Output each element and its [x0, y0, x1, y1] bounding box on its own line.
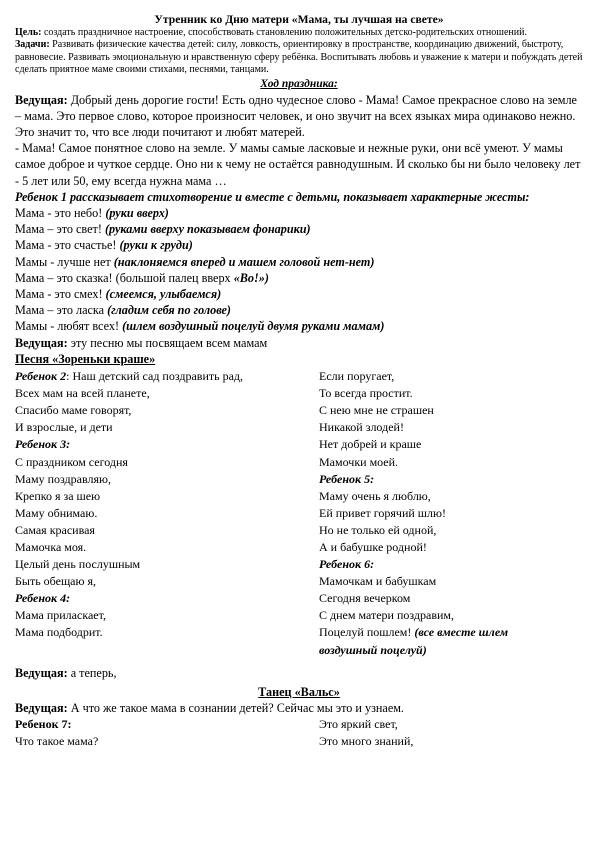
gesture-text: Мама - это счастье!: [15, 238, 120, 253]
poem-line: И взрослые, и дети: [15, 420, 113, 435]
document-title: Утренник ко Дню матери «Мама, ты лучшая на свете»: [154, 13, 444, 26]
gesture-text: Мама – это свет!: [15, 222, 105, 237]
poem-line: Никакой злодей!: [319, 420, 404, 435]
poem-line: Спасибо маме говорят,: [15, 403, 132, 418]
gesture-line: [15, 221, 583, 237]
speaker-label: Ребенок 4:: [15, 591, 71, 606]
poem-line: Сегодня вечерком: [319, 591, 411, 606]
tasks-text: Развивать физические качества детей: силу, ловкость, ориентировку в пространстве, координацию движений, быстроту, равновесие. Развивать эмоциональную и нравственную сферу ребёнка. Воспитывать любовь и уважение к матери и побуждать детей сделать приятное маме своими стихами, песнями, танцами.: [15, 39, 583, 76]
poem-line: Самая красивая: [15, 522, 95, 537]
host-question-label: Ведущая:: [15, 701, 68, 716]
gesture-line: [15, 302, 583, 318]
dance-title: Танец «Вальс»: [258, 684, 340, 699]
child7-right2: Это много знаний,: [319, 734, 414, 749]
poem-line: То всегда простит.: [319, 386, 413, 401]
gesture-line: [15, 237, 583, 253]
poem-line: Но не только ей одной,: [319, 522, 437, 537]
poem-line: Маму очень я люблю,: [319, 488, 431, 503]
speaker-label: Ребенок 5:: [319, 471, 375, 486]
document-page: [15, 12, 583, 750]
poem-line: А и бабушке родной!: [319, 540, 427, 555]
child1-intro: Ребенок 1 рассказывает стихотворение и вместе с детьми, показывает характерные жесты:: [15, 189, 530, 204]
poem-line: Если поругает,: [319, 369, 395, 384]
poems-columns: [15, 368, 583, 659]
poem-line: Нет добрей и краше: [319, 437, 422, 452]
host-now-label: Ведущая:: [15, 665, 68, 680]
gesture-line: [15, 286, 583, 302]
tasks-paragraph: [15, 39, 583, 76]
poem-line: Всех мам на всей планете,: [15, 386, 150, 401]
poem-line: Мама приласкает,: [15, 608, 106, 623]
poem-line: Мама подбодрит.: [15, 625, 103, 640]
goal-text: создать праздничное настроение, способствовать становлению положительных детско-родительских отношений.: [41, 27, 527, 38]
gesture-text: Мамы - любят всех!: [15, 319, 123, 334]
poem-line: [319, 624, 583, 641]
goal-label: Цель:: [15, 27, 42, 38]
poem-line: Мамочкам и бабушкам: [319, 574, 437, 589]
poem-line: Целый день послушным: [15, 557, 141, 572]
gesture-text: Мама – это ласка: [15, 303, 108, 318]
poem-line: Маму поздравляю,: [15, 471, 111, 486]
gestures-list: [15, 205, 583, 335]
gesture-note: (шлем воздушный поцелуй двумя руками мамам): [122, 319, 385, 334]
gesture-line: [15, 270, 583, 286]
child7-right: [319, 716, 583, 750]
gesture-text: Мама - это небо!: [15, 206, 106, 221]
child7-left: [15, 716, 319, 750]
host-intro-label: Ведущая:: [15, 92, 68, 107]
child7-line1: Что такое мама?: [15, 734, 99, 749]
poem-line: Маму обнимаю.: [15, 505, 98, 520]
host-now-text: а теперь,: [67, 665, 117, 680]
poem-line: С праздником сегодня: [15, 454, 128, 469]
child7-right1: Это яркий свет,: [319, 717, 398, 732]
speaker-label: Ребенок 6:: [319, 557, 375, 572]
child7-label: Ребенок 7:: [15, 717, 72, 732]
host-intro-text2: - Мама! Самое понятное слово на земле. У мамы самые ласковые и нежные руки, они всё умеют. У мамы самое доброе и чуткое сердце. Оно ни к чему не остаётся равнодушным. И сколько бы ни было человеку лет - 5 лет или 50, ему всегда нужна мама …: [15, 141, 581, 188]
gesture-note: (гладим себя по голове): [107, 303, 231, 318]
gesture-line: [15, 254, 583, 270]
poem-line: Быть обещаю я,: [15, 574, 96, 589]
host-song-text: эту песню мы посвящаем всем мамам: [67, 335, 268, 350]
gesture-note: (смеемся, улыбаемся): [105, 287, 222, 302]
poem-line: С нею мне не страшен: [319, 403, 434, 418]
poem-line: С днем матери поздравим,: [319, 608, 455, 623]
host-intro-text: Добрый день дорогие гости! Есть одно чудесное слово - Мама! Самое прекрасное слово на земле – мама. Это первое слово, которое произносит человек, и оно звучит на всех языках мира одинаково нежно. Это значит то, что все люди почитают и любят матерей.: [15, 92, 577, 140]
gesture-note: (руками вверху показываем фонарики): [104, 222, 311, 237]
tasks-label: Задачи:: [15, 39, 50, 51]
poem-line: Ей привет горячий шлю!: [319, 505, 446, 520]
host-song-label: Ведущая:: [15, 335, 68, 350]
course-heading: Ход праздника:: [260, 77, 338, 90]
poem-line: Мамочка моя.: [15, 540, 87, 555]
song-title: Песня «Зореньки краше»: [15, 351, 156, 366]
gesture-note: (наклоняемся вперед и машем головой нет-нет): [113, 254, 375, 269]
poems-right-column: [319, 368, 583, 659]
gesture-text: Мамы - лучше нет: [15, 254, 114, 269]
host-now: [15, 665, 583, 717]
poem-line: Мамочки моей.: [319, 454, 399, 469]
gesture-line: [15, 318, 583, 334]
gesture-line: [15, 205, 583, 221]
host-question-text: А что же такое мама в сознании детей? Сейчас мы это и узнаем.: [67, 701, 404, 716]
speaker-label: Ребенок 2: [15, 369, 67, 384]
poem-text: Поцелуй пошлем!: [319, 625, 415, 640]
poem-line: [15, 368, 319, 385]
poem-line: Крепко я за шею: [15, 488, 101, 503]
gesture-note: (руки вверх): [105, 206, 169, 221]
gesture-text: Мама - это смех!: [15, 287, 106, 302]
goal-paragraph: [15, 27, 583, 39]
poem-text: : Наш детский сад поздравить рад,: [66, 369, 244, 384]
child7-columns: [15, 716, 583, 750]
gesture-note: «Во!»): [233, 270, 269, 285]
stage-note: (все вместе шлем: [414, 625, 509, 640]
speaker-label: Ребенок 3:: [15, 437, 71, 452]
gesture-note: (руки к груди): [119, 238, 193, 253]
gesture-text: Мама – это сказка! (большой палец вверх: [15, 270, 234, 285]
gesture-poem: [15, 189, 583, 367]
stage-note: воздушный поцелуй): [319, 642, 427, 657]
host-intro: [15, 92, 583, 189]
poems-left-column: [15, 368, 319, 659]
